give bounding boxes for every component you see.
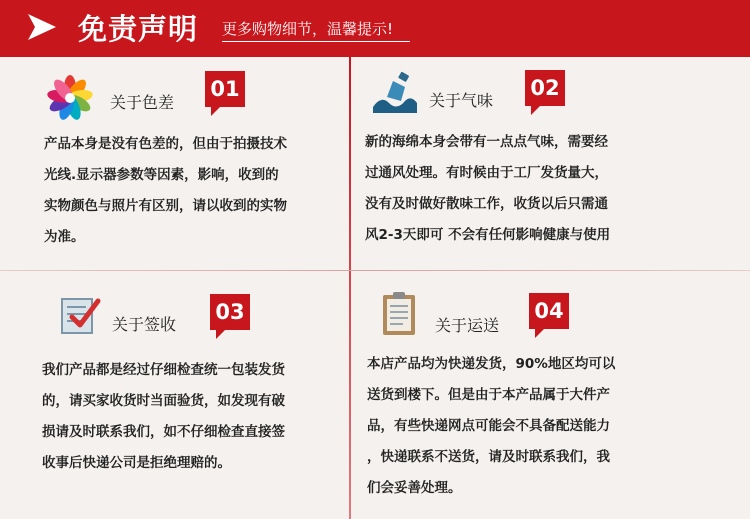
body-line: 为准。 (44, 229, 85, 245)
section-number-badge: 03 (210, 294, 250, 330)
body-line: 收事后快递公司是拒绝理赔的。 (42, 455, 231, 471)
body-line: 产品本身是没有色差的，但由于拍摄技术 (44, 136, 287, 152)
body-line: 损请及时联系我们，如不仔细检查直接签 (42, 424, 285, 440)
section-number-badge: 02 (525, 70, 565, 106)
section-signing (0, 271, 349, 519)
bottle-wave-icon (371, 69, 419, 117)
section-body (365, 127, 610, 251)
body-line: 新的海绵本身会带有一点点气味，需要经 (365, 134, 608, 150)
section-number-badge: 04 (529, 293, 569, 329)
section-title: 关于色差 (110, 93, 175, 112)
section-body (42, 355, 285, 479)
section-title: 关于气味 (429, 91, 494, 110)
section-delivery (351, 271, 750, 519)
section-body (367, 349, 615, 504)
body-line: 们会妥善处理。 (367, 480, 462, 496)
body-line: 实物颜色与照片有区别，请以收到的实物 (44, 198, 287, 214)
page-subtitle: 更多购物细节，温馨提示! (222, 20, 394, 38)
body-line: 风2-3天即可 不会有任何影响健康与使用 (365, 227, 611, 243)
body-line: 品，有些快递网点可能会不具备配送能力 (367, 418, 610, 434)
subtitle-underline (222, 41, 410, 42)
arrow-right-icon (28, 14, 56, 40)
body-line: ，快递联系不送货，请及时联系我们，我 (367, 449, 610, 465)
section-body (44, 129, 287, 253)
checklist-icon (56, 291, 104, 339)
header-banner (0, 0, 750, 57)
color-wheel-icon (46, 74, 94, 122)
section-title: 关于签收 (112, 315, 177, 334)
body-line: 送货到楼下。但是由于本产品属于大件产 (367, 387, 610, 403)
body-line: 过通风处理。有时候由于工厂发货量大， (365, 165, 608, 181)
section-number-badge: 01 (205, 71, 245, 107)
section-title: 关于运送 (435, 316, 500, 335)
page-title: 免责声明 (78, 12, 199, 46)
body-line: 光线.显示器参数等因素，影响，收到的 (44, 167, 279, 183)
body-line: 没有及时做好散味工作，收货以后只需通 (365, 196, 608, 212)
section-color-difference (0, 57, 349, 270)
section-odor (351, 57, 750, 270)
clipboard-icon (375, 289, 423, 337)
body-line: 本店产品均为快递发货，90%地区均可以 (367, 356, 616, 372)
body-line: 我们产品都是经过仔细检查统一包装发货 (42, 362, 285, 378)
body-line: 的，请买家收货时当面验货，如发现有破 (42, 393, 285, 409)
